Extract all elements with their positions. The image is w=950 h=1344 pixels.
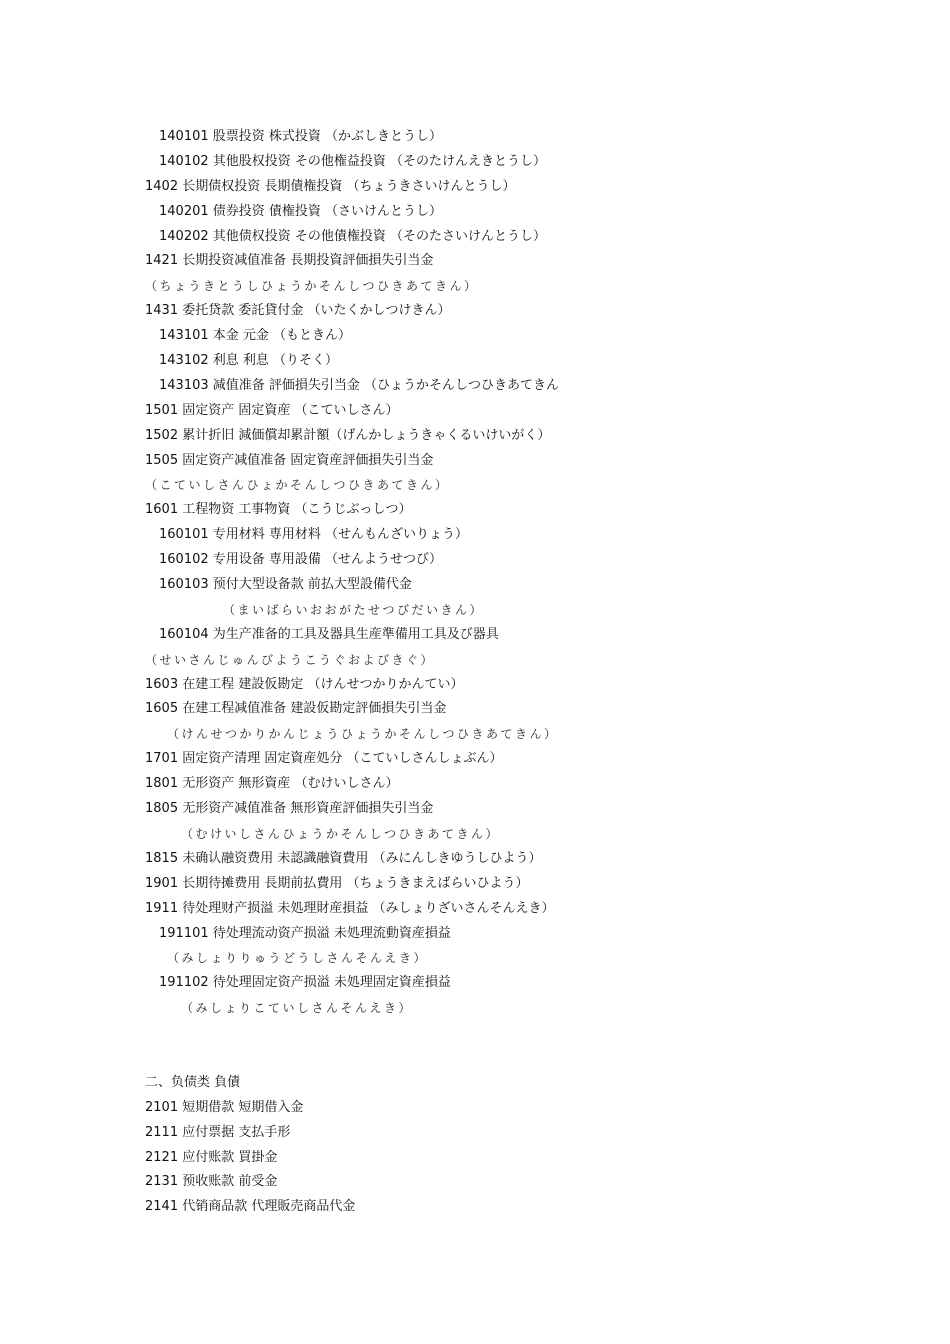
account-line: 143102 利息 利息 （りそく） — [159, 353, 339, 369]
reading-line: （けんせつかりかんじょうひょうかそんしつひきあてきん） — [167, 727, 559, 742]
account-line: 191102 待处理固定资产损溢 未処理固定資産損益 — [159, 975, 451, 991]
reading-line: （まいばらいおおがたせつびだいきん） — [223, 602, 485, 617]
account-line: 1501 固定资产 固定資産 （こていしさん） — [145, 402, 399, 418]
account-line: 2101 短期借款 短期借入金 — [145, 1099, 304, 1115]
account-line: 1502 累计折旧 減価償却累計額（げんかしょうきゃくるいけいがく） — [145, 427, 551, 443]
account-line: 2141 代销商品款 代理販売商品代金 — [145, 1199, 356, 1215]
account-line: 1911 待处理财产损溢 未処理財産損益 （みしょりざいさんそんえき） — [145, 900, 555, 916]
reading-line: （むけいしさんひょうかそんしつひきあてきん） — [181, 826, 501, 841]
account-line: 160104 为生产准备的工具及器具生産準備用工具及び器具 — [159, 626, 499, 642]
account-line: 160103 预付大型设备款 前払大型設備代金 — [159, 577, 412, 593]
account-line: 140102 其他股权投资 その他権益投資 （そのたけんえきとうし） — [159, 153, 547, 169]
account-line: 1801 无形资产 無形資産 （むけいしさん） — [145, 776, 399, 792]
reading-line: （こていしさんひょかそんしつひきあてきん） — [145, 478, 450, 493]
account-line: 1402 长期债权投资 長期債権投資 （ちょうきさいけんとうし） — [145, 178, 516, 194]
account-line: 191101 待处理流动资产损溢 未処理流動資産損益 — [159, 925, 451, 941]
account-line: 1431 委托贷款 委託貸付金 （いたくかしつけきん） — [145, 303, 451, 319]
account-line: 143103 减值准备 評価損失引当金 （ひょうかそんしつひきあてきん — [159, 377, 560, 393]
account-line: 140101 股票投资 株式投資 （かぶしきとうし） — [159, 129, 443, 144]
account-line: 160101 专用材料 専用材料 （せんもんざいりょう） — [159, 527, 469, 543]
account-line: 1601 工程物资 工事物資 （こうじぶっしつ） — [145, 502, 412, 518]
account-line: 2121 应付账款 買掛金 — [145, 1149, 278, 1165]
account-line: 1901 长期待摊费用 長期前払費用 （ちょうきまえばらいひよう） — [145, 875, 529, 891]
section-spacer — [145, 1021, 925, 1071]
account-line: 1701 固定资产清理 固定資産処分 （こていしさんしょぶん） — [145, 751, 503, 767]
account-line: 1815 未确认融资费用 未認識融資費用 （みにんしきゆうしひよう） — [145, 850, 542, 866]
account-line: 2131 预收账款 前受金 — [145, 1174, 278, 1190]
reading-line: （みしょりりゅうどうしさんそんえき） — [167, 951, 429, 966]
account-line: 1603 在建工程 建設仮勘定 （けんせつかりかんてい） — [145, 676, 464, 692]
reading-line: （みしょりこていしさんそんえき） — [181, 1001, 414, 1016]
account-line: 2111 应付票据 支払手形 — [145, 1124, 291, 1140]
account-line: 143101 本金 元金 （もときん） — [159, 328, 352, 344]
account-line: 160102 专用设备 専用設備 （せんようせつび） — [159, 552, 443, 568]
account-line: 1421 长期投资减值准备 長期投資評価損失引当金 — [145, 253, 434, 269]
account-line: 140201 债券投资 債権投資 （さいけんとうし） — [159, 203, 443, 219]
account-line: 1505 固定资产减值准备 固定資産評価損失引当金 — [145, 452, 434, 468]
account-line: 1805 无形资产减值准备 無形資産評価損失引当金 — [145, 801, 434, 817]
reading-line: （せいさんじゅんびようこうぐおよびきぐ） — [145, 652, 436, 667]
section-title-liabilities: 二、负债类 負債 — [145, 1074, 241, 1090]
account-line: 1605 在建工程减值准备 建設仮勘定評価損失引当金 — [145, 701, 447, 717]
account-list — [145, 125, 925, 1220]
account-line: 140202 其他债权投资 その他債権投資 （そのたさいけんとうし） — [159, 228, 547, 244]
reading-line: （ちょうきとうしひょうかそんしつひきあてきん） — [145, 279, 479, 294]
